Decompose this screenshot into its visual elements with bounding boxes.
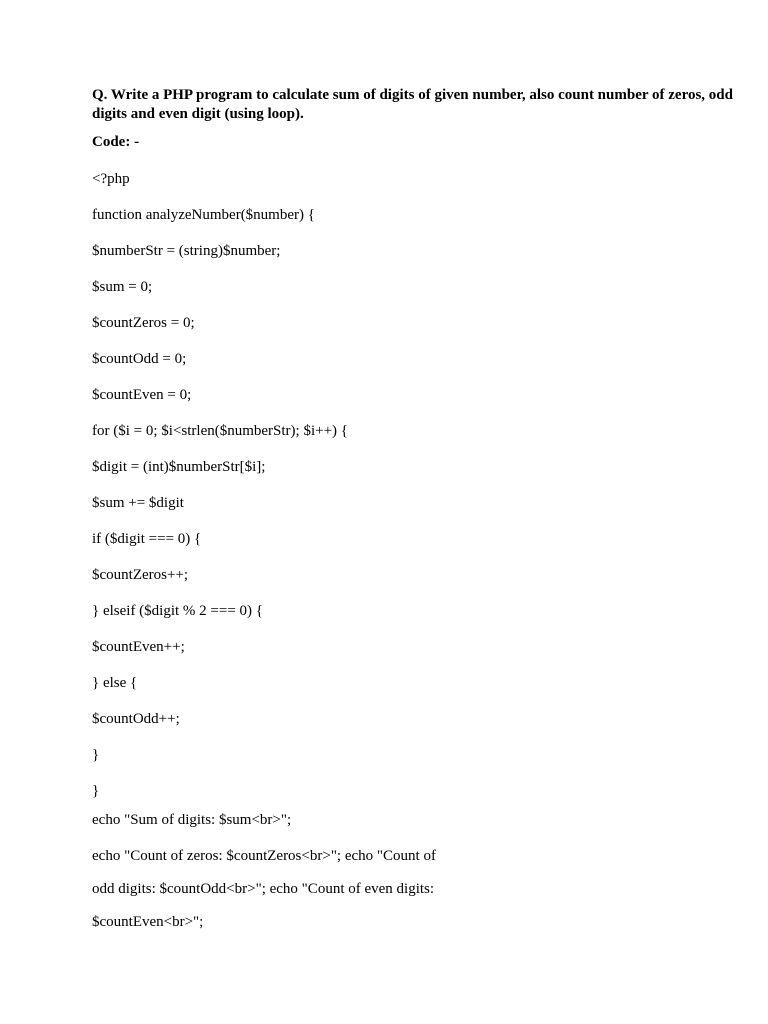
code-line: $numberStr = (string)$number; xyxy=(92,243,281,259)
code-line: } elseif ($digit % 2 === 0) { xyxy=(92,603,263,619)
code-line: echo "Count of zeros: $countZeros<br>"; echo "Count of xyxy=(92,848,436,864)
code-line: } xyxy=(92,747,100,763)
code-line: odd digits: $countOdd<br>"; echo "Count of even digits: xyxy=(92,881,435,897)
code-line: function analyzeNumber($number) { xyxy=(92,207,315,223)
code-line: if ($digit === 0) { xyxy=(92,531,202,547)
code-line: echo "Sum of digits: $sum<br>"; xyxy=(92,812,292,828)
code-line: $countEven<br>"; xyxy=(92,914,204,930)
code-line: $countZeros++; xyxy=(92,567,189,583)
code-line: <?php xyxy=(92,171,130,187)
code-heading: Code: - xyxy=(92,134,140,150)
code-line: $sum = 0; xyxy=(92,279,153,295)
code-line: $countEven = 0; xyxy=(92,387,192,403)
code-line: } xyxy=(92,783,100,799)
code-line: $countOdd++; xyxy=(92,711,180,727)
question-text: Q. Write a PHP program to calculate sum of digits of given number, also count number of zeros, odd digits and even digit (using loop). xyxy=(92,87,733,122)
code-line: $countEven++; xyxy=(92,639,185,655)
code-line: $countZeros = 0; xyxy=(92,315,195,331)
code-line: for ($i = 0; $i<strlen($numberStr); $i++) { xyxy=(92,423,348,439)
code-line: } else { xyxy=(92,675,138,691)
code-line: $digit = (int)$numberStr[$i]; xyxy=(92,459,266,475)
code-line: $countOdd = 0; xyxy=(92,351,187,367)
code-line: $sum += $digit xyxy=(92,495,184,511)
